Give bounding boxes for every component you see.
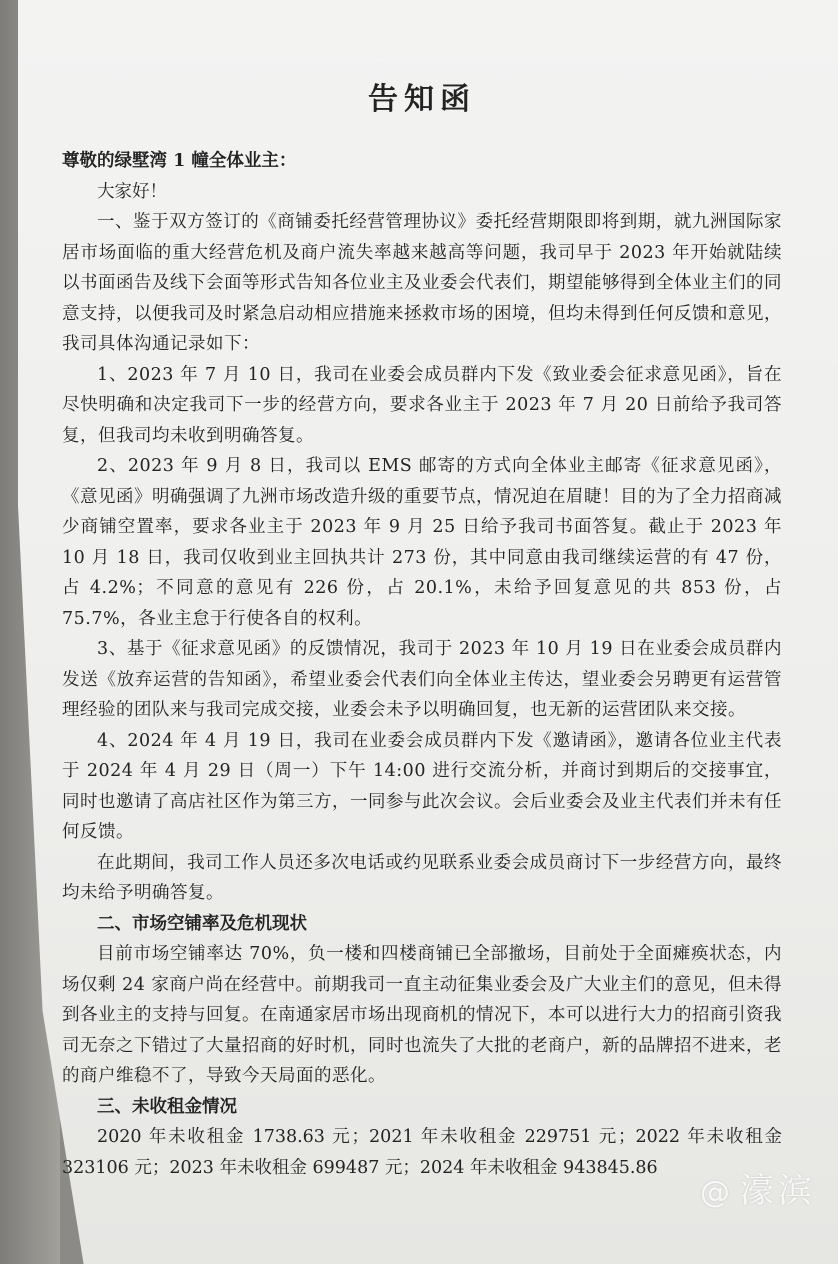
- watermark-name: 濠滨: [740, 1171, 816, 1211]
- section-3-heading: 三、未收租金情况: [97, 1096, 237, 1117]
- document-title: 告知函: [368, 82, 476, 117]
- section-2-body: 目前市场空铺率达 70%，负一楼和四楼商铺已全部撤场，目前处于全面瘫痪状态，内场仅剩 24 家商户尚在经营中。前期我司一直主动征集业委会及广大业主们的意见，但未得到各业主的支持与回复。在南通家居市场出现商机的情况下，本可以进行大力的招商引资我司无奈之下错过了大量招商的好时机，同时也流失了大批的老商户，新的品牌招不进来，老的商户维稳不了，导致今天局面的恶化。: [62, 944, 782, 1086]
- intro-paragraph: 一、鉴于双方签订的《商铺委托经营管理协议》委托经营期限即将到期，就九洲国际家居市场面临的重大经营危机及商户流失率越来越高等问题，我司早于 2023 年开始就陆续以书面函告及线下会面等形式告知各位业主及业委会代表们，期望能够得到全体业主们的同意支持，以便我司及时紧急启动相应措施来拯救市场的困境，但均未得到任何反馈和意见，我司具体沟通记录如下：: [62, 212, 782, 354]
- record-item-3: 3、基于《征求意见函》的反馈情况，我司于 2023 年 10 月 19 日在业委会成员群内发送《放弃运营的告知函》，希望业委会代表们向全体业主传达，望业委会另聘更有运营管理经验的团队来与我司完成交接，业委会未予以明确回复，也无新的运营团队来交接。: [62, 639, 782, 720]
- greeting: 大家好！: [97, 181, 167, 202]
- record-item-1: 1、2023 年 7 月 10 日，我司在业委会成员群内下发《致业委会征求意见函》，旨在尽快明确和决定我司下一步的经营方向，要求各业主于 2023 年 7 月 20 日前给予我司答复，但我司均未收到明确答复。: [62, 364, 782, 446]
- notice-document: [62, 80, 782, 1183]
- period-note: 在此期间，我司工作人员还多次电话或约见联系业委会成员商讨下一步经营方向，最终均未给予明确答复。: [62, 852, 782, 903]
- section-3-body: 2020 年未收租金 1738.63 元；2021 年未收租金 229751 元；2022 年未收租金 323106 元；2023 年未收租金 699487 元；2024 年未收租金 943845.86: [62, 1127, 782, 1178]
- salutation: 尊敬的绿墅湾 1 幢全体业主：: [62, 151, 297, 171]
- section-2-heading: 二、市场空铺率及危机现状: [97, 913, 307, 934]
- watermark: [700, 1163, 816, 1212]
- record-item-4: 4、2024 年 4 月 19 日，我司在业委会成员群内下发《邀请函》，邀请各位业主代表于 2024 年 4 月 29 日（周一）下午 14:00 进行交流分析，并商讨到期后的交接事宜，同时也邀请了高店社区作为第三方，一同参与此次会议。会后业委会及业主代表们并未有任何反馈。: [62, 730, 782, 842]
- record-item-2: 2、2023 年 9 月 8 日，我司以 EMS 邮寄的方式向全体业主邮寄《征求意见函》，《意见函》明确强调了九洲市场改造升级的重要节点，情况迫在眉睫！目的为了全力招商减少商铺空置率，要求各业主于 2023 年 9 月 25 日给予我司书面答复。截止于 2023 年 10 月 18 日，我司仅收到业主回执共计 273 份，其中同意由我司继续运营的有 47 份，占 4.2%；不同意的意见有 226 份，占 20.1%，未给予回复意见的共 853 份，占 75.7%，各业主怠于行使各自的权利。: [62, 456, 782, 629]
- at-icon: @: [700, 1175, 734, 1210]
